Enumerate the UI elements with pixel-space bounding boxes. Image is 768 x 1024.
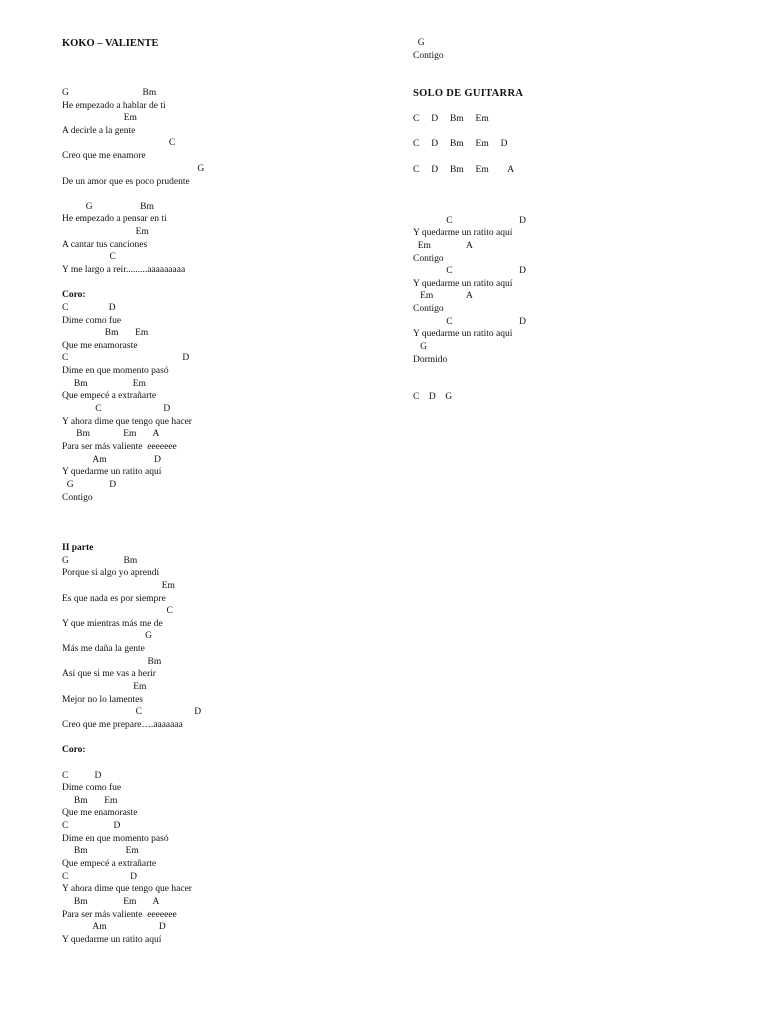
chord-line: C D G: [413, 392, 453, 402]
chord-line: C D: [62, 353, 190, 363]
lyric-line: Así que si me vas a herir: [62, 669, 156, 679]
chord-line: Em A: [413, 241, 473, 251]
chord-line: Bm Em: [62, 846, 139, 856]
chord-line: Bm Em A: [62, 429, 160, 439]
lyric-line: Que me enamoraste: [62, 341, 138, 351]
chord-line: Am D: [62, 922, 166, 932]
chord-line: Em: [62, 113, 137, 123]
lyric-line: Para ser más valiente eeeeeee: [62, 910, 177, 920]
section-label: Coro:: [62, 290, 86, 300]
chord-line: Em: [62, 227, 149, 237]
lyric-line: Y quedarme un ratito aquí: [413, 329, 513, 339]
chord-line: G: [62, 164, 205, 174]
chord-line: G: [413, 342, 427, 352]
section-heading: SOLO DE GUITARRA: [413, 88, 524, 99]
chord-line: C: [62, 138, 176, 148]
chord-line: Am D: [62, 455, 161, 465]
lyric-line: Porque si algo yo aprendí: [62, 568, 160, 578]
chord-line: C D Bm Em D: [413, 139, 508, 149]
chord-line: C D: [62, 303, 116, 313]
lyric-line: De un amor que es poco prudente: [62, 177, 190, 187]
lyric-line: Dime en que momento pasó: [62, 834, 169, 844]
lyric-line: Y quedarme un ratito aquí: [62, 935, 162, 945]
chord-line: Em: [62, 682, 147, 692]
lyric-line: Dime en que momento pasó: [62, 366, 169, 376]
chord-line: Bm: [62, 657, 162, 667]
section-label: II parte: [62, 543, 94, 553]
chord-line: G D: [62, 480, 117, 490]
chord-line: G Bm: [62, 202, 154, 212]
lyric-line: Contigo: [413, 51, 444, 61]
chord-line: G: [62, 631, 152, 641]
chord-line: C D: [62, 872, 137, 882]
chord-line: Em: [62, 581, 175, 591]
chord-line: G Bm: [62, 556, 138, 566]
lyric-line: Y quedarme un ratito aquí: [62, 467, 162, 477]
lyric-line: Más me daña la gente: [62, 644, 145, 654]
lyric-line: Contigo: [413, 304, 444, 314]
lyric-line: Contigo: [413, 254, 444, 264]
chord-line: C D: [62, 707, 202, 717]
chord-line: Em A: [413, 291, 473, 301]
chord-line: C D: [62, 771, 102, 781]
lyric-line: Y que mientras más me de: [62, 619, 163, 629]
lyric-line: A cantar tus canciones: [62, 240, 148, 250]
lyric-line: Es que nada es por siempre: [62, 594, 166, 604]
lyric-line: He empezado a hablar de ti: [62, 101, 166, 111]
lyric-line: Creo que me prepare….aaaaaaa: [62, 720, 183, 730]
section-label: Coro:: [62, 745, 86, 755]
lyric-line: Y quedarme un ratito aquí: [413, 279, 513, 289]
lyric-line: Y quedarme un ratito aquí: [413, 228, 513, 238]
chord-line: Bm Em: [62, 379, 146, 389]
lyric-line: Creo que me enamore: [62, 151, 146, 161]
chord-line: C D: [62, 404, 171, 414]
lyric-line: Que me enamoraste: [62, 808, 138, 818]
chord-line: C D Bm Em A: [413, 165, 515, 175]
lyric-line: Y ahora dime que tengo que hacer: [62, 417, 192, 427]
lyric-line: Mejor no lo lamentes: [62, 695, 143, 705]
lyric-line: A decirle a la gente: [62, 126, 136, 136]
chord-line: C D: [413, 317, 526, 327]
chord-line: C: [62, 606, 173, 616]
chord-line: Bm Em: [62, 328, 149, 338]
lyric-line: He empezado a pensar en ti: [62, 214, 167, 224]
chord-line: C D Bm Em: [413, 114, 489, 124]
lyric-line: Y me largo a reír.........aaaaaaaaa: [62, 265, 186, 275]
chord-line: Bm Em A: [62, 897, 160, 907]
lyric-line: Dime como fue: [62, 316, 122, 326]
chord-line: C D: [413, 216, 526, 226]
song-title: KOKO – VALIENTE: [62, 38, 159, 49]
chord-line: C: [62, 252, 116, 262]
lyric-line: Y ahora dime que tengo que hacer: [62, 884, 192, 894]
lyric-line: Dime como fue: [62, 783, 122, 793]
lyric-line: Para ser más valiente eeeeeee: [62, 442, 177, 452]
lyric-line: Contigo: [62, 493, 93, 503]
chord-line: C D: [413, 266, 526, 276]
chord-line: G: [413, 38, 425, 48]
lyric-line: Que empecé a extrañarte: [62, 859, 157, 869]
chord-line: G Bm: [62, 88, 157, 98]
chord-line: Bm Em: [62, 796, 118, 806]
lyric-line: Que empecé a extrañarte: [62, 391, 157, 401]
lyric-line: Dormido: [413, 355, 448, 365]
chord-line: C D: [62, 821, 121, 831]
